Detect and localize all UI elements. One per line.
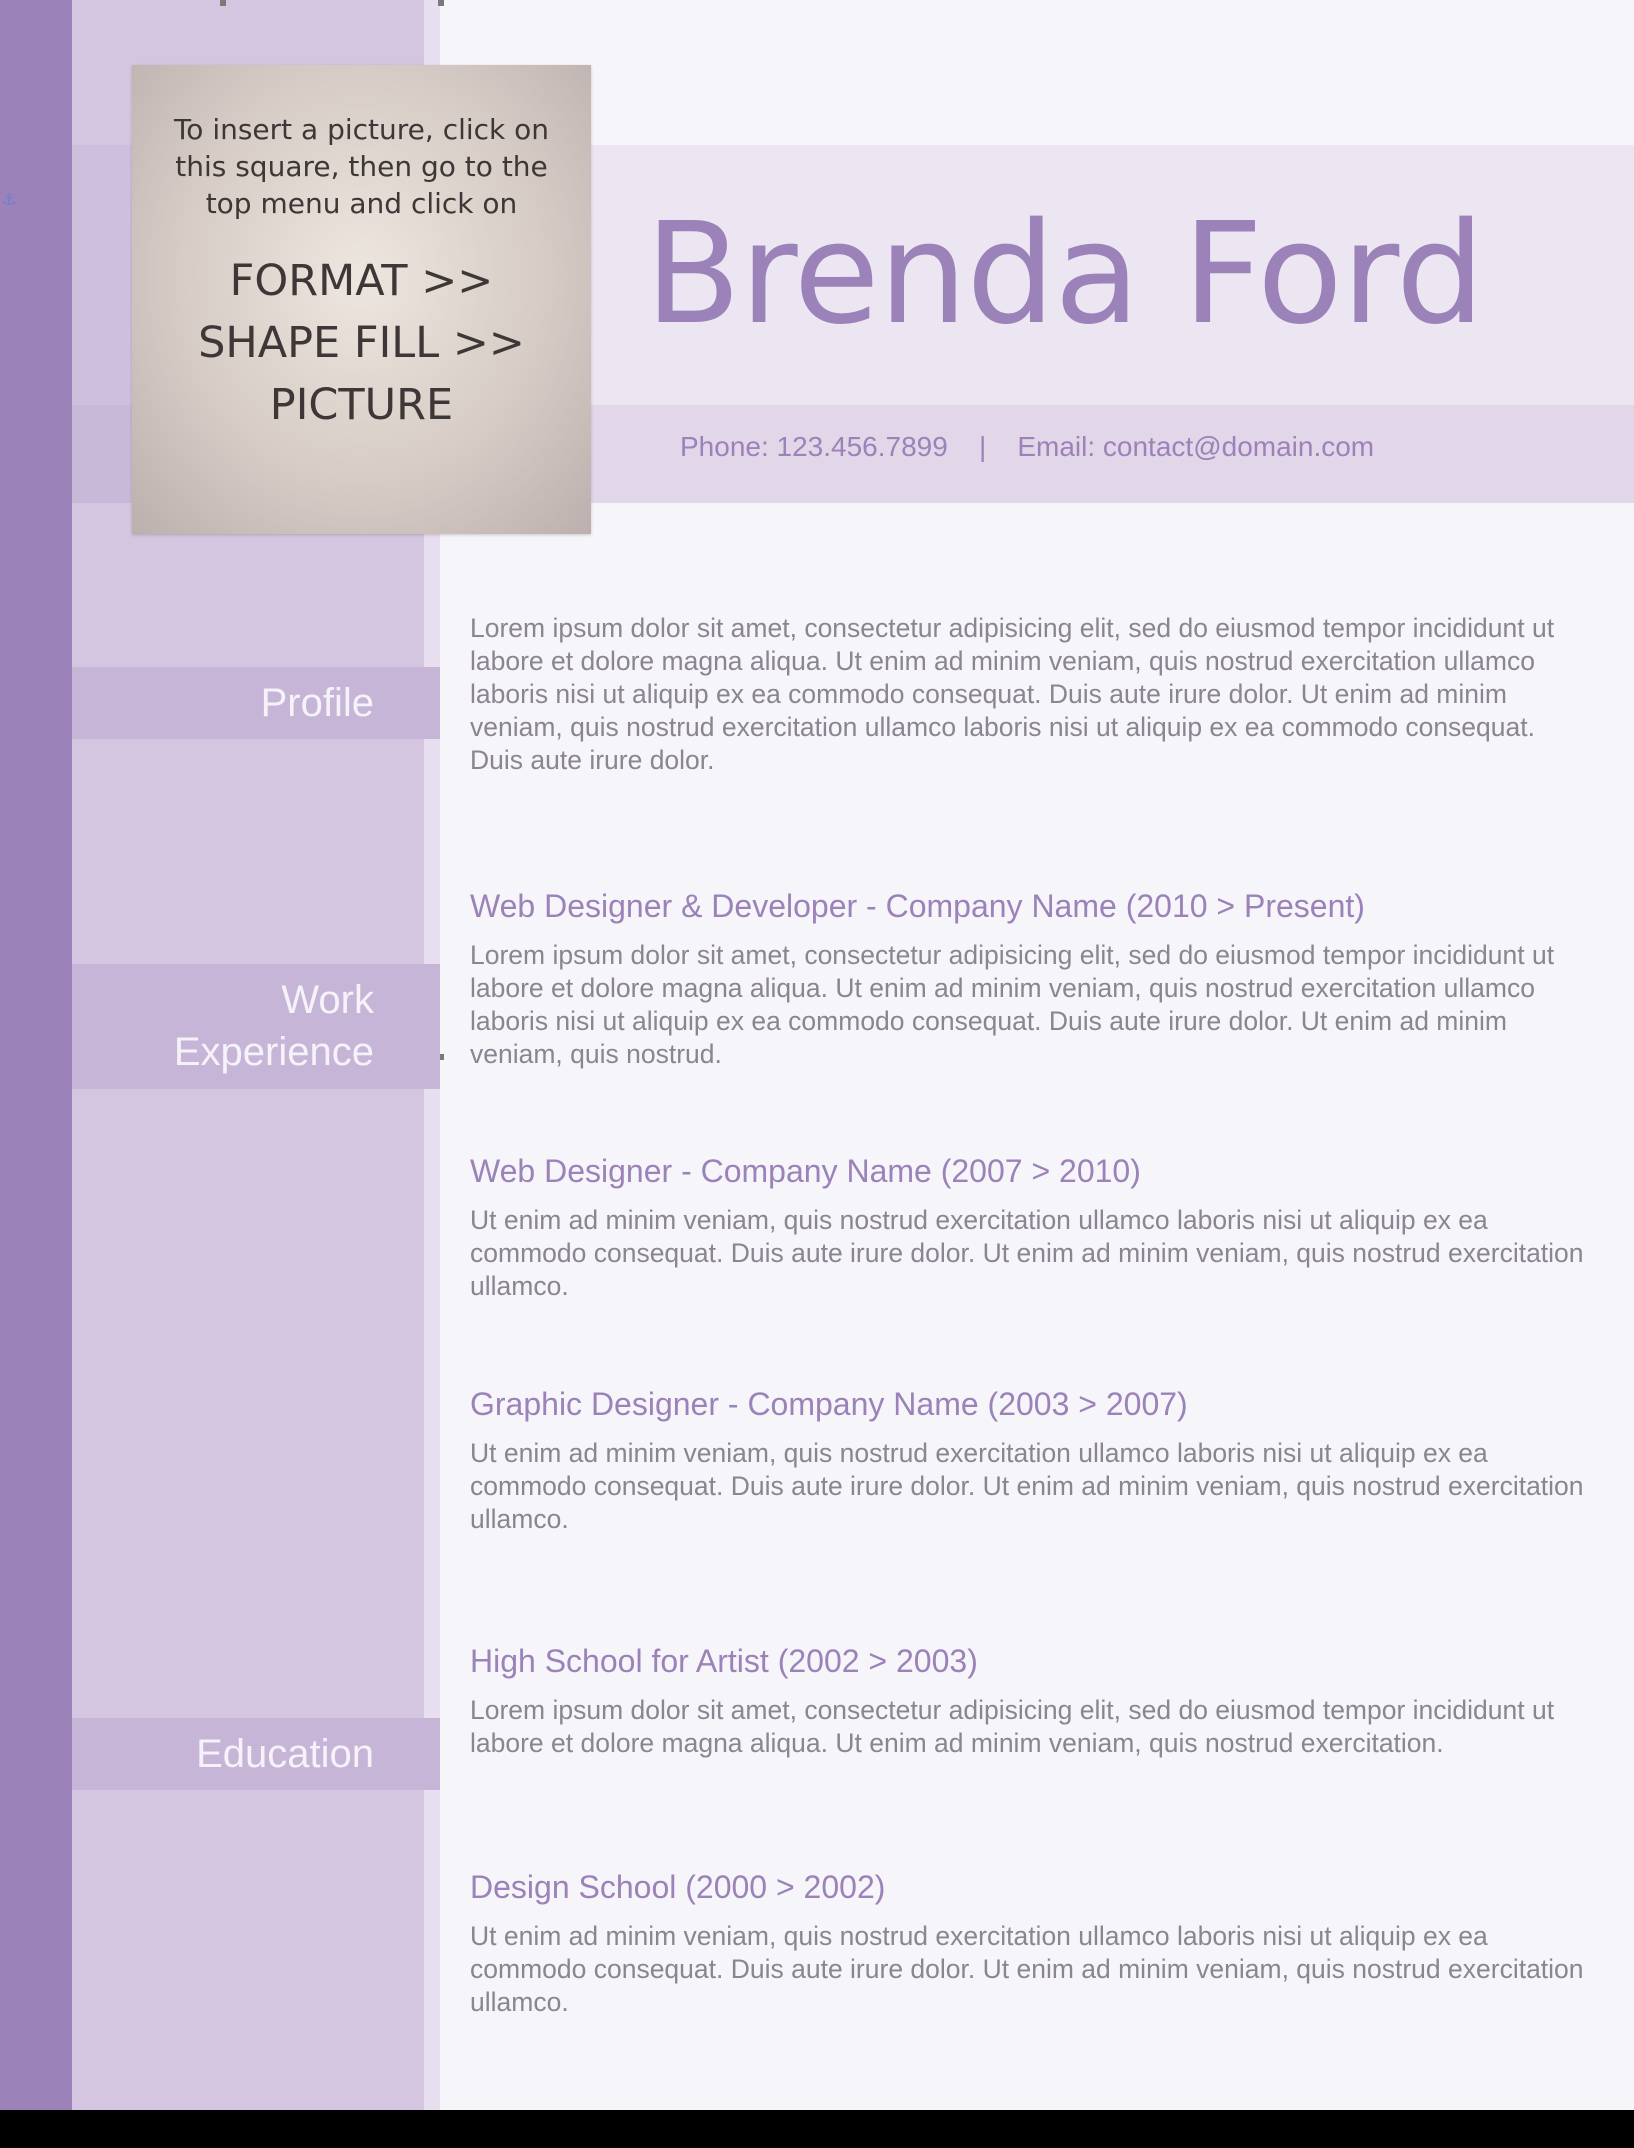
work-entry-text: Lorem ipsum dolor sit amet, consectetur adipisicing elit, sed do eiusmod tempor incididunt ut labore et dolore magna aliqua. Ut enim ad minim veniam, quis nostrud exercitation ullamco laboris nisi ut aliquip ex ea commodo consequat. Duis aute irure dolor. Ut enim ad minim veniam, quis nostrud. xyxy=(470,940,1555,1069)
section-label-profile: Profile xyxy=(72,667,440,739)
photo-step-picture: PICTURE xyxy=(269,380,454,430)
anchor-icon: ⚓ xyxy=(2,190,17,209)
work-entry-text: Ut enim ad minim veniam, quis nostrud exercitation ullamco laboris nisi ut aliquip ex ea commodo consequat. Duis aute irure dolor. Ut enim ad minim veniam, quis nostrud exercitation ullamco. xyxy=(470,1438,1584,1534)
work-entry-title: Web Designer & Developer - Company Name (2010 > Present) xyxy=(470,888,1365,924)
education-entry-text: Lorem ipsum dolor sit amet, consectetur adipisicing elit, sed do eiusmod tempor incididunt ut labore et dolore magna aliqua. Ut enim ad minim veniam, quis nostrud exercitation. xyxy=(470,1695,1555,1758)
resume-name: Brenda Ford xyxy=(645,193,1484,356)
contact-phone: Phone: 123.456.7899 xyxy=(680,431,948,462)
contact-email[interactable]: Email: contact@domain.com xyxy=(1017,431,1375,462)
photo-instructions: To insert a picture, click on this square, then go to the top menu and click on xyxy=(173,113,550,220)
section-label-work-experience xyxy=(72,964,440,1089)
section-label-work-line1: Work xyxy=(281,978,374,1022)
education-entry-text: Ut enim ad minim veniam, quis nostrud exercitation ullamco laboris nisi ut aliquip ex ea commodo consequat. Duis aute irure dolor. Ut enim ad minim veniam, quis nostrud exercitation ullamco. xyxy=(470,1921,1584,2017)
outer-accent-bar xyxy=(0,0,72,2110)
education-entry-title: High School for Artist (2002 > 2003) xyxy=(470,1643,978,1679)
photo-step-shape-fill: SHAPE FILL >> xyxy=(198,318,525,368)
profile-text: Lorem ipsum dolor sit amet, consectetur adipisicing elit, sed do eiusmod tempor incididunt ut labore et dolore magna aliqua. Ut enim ad minim veniam, quis nostrud exercitation ullamco laboris nisi ut aliquip ex ea commodo consequat. Duis aute irure dolor. Ut enim ad minim veniam, quis nostrud exercitation ullamco laboris nisi ut aliquip ex ea commodo consequat. Duis aute irure dolor. xyxy=(470,613,1555,775)
photo-placeholder[interactable] xyxy=(132,65,591,534)
education-entry xyxy=(470,1866,1590,2019)
section-label-education: Education xyxy=(72,1718,440,1790)
education-entry-title: Design School (2000 > 2002) xyxy=(470,1869,886,1905)
contact-separator: | xyxy=(978,431,987,462)
photo-step-format: FORMAT >> xyxy=(229,256,494,306)
section-label-work-line2: Experience xyxy=(173,1030,374,1074)
work-entry-title: Web Designer - Company Name (2007 > 2010) xyxy=(470,1153,1141,1189)
work-entry-title: Graphic Designer - Company Name (2003 > 2007) xyxy=(470,1386,1188,1422)
work-entry xyxy=(470,1150,1590,1303)
work-entry xyxy=(470,885,1590,1071)
selection-handle xyxy=(438,0,444,6)
education-entry xyxy=(470,1640,1590,1760)
contact-line xyxy=(680,428,1374,466)
work-entry-text: Ut enim ad minim veniam, quis nostrud exercitation ullamco laboris nisi ut aliquip ex ea commodo consequat. Duis aute irure dolor. Ut enim ad minim veniam, quis nostrud exercitation ullamco. xyxy=(470,1205,1584,1301)
profile-block xyxy=(470,612,1590,777)
work-entry xyxy=(470,1383,1590,1536)
selection-handle xyxy=(220,0,226,6)
photo-steps xyxy=(132,250,591,436)
